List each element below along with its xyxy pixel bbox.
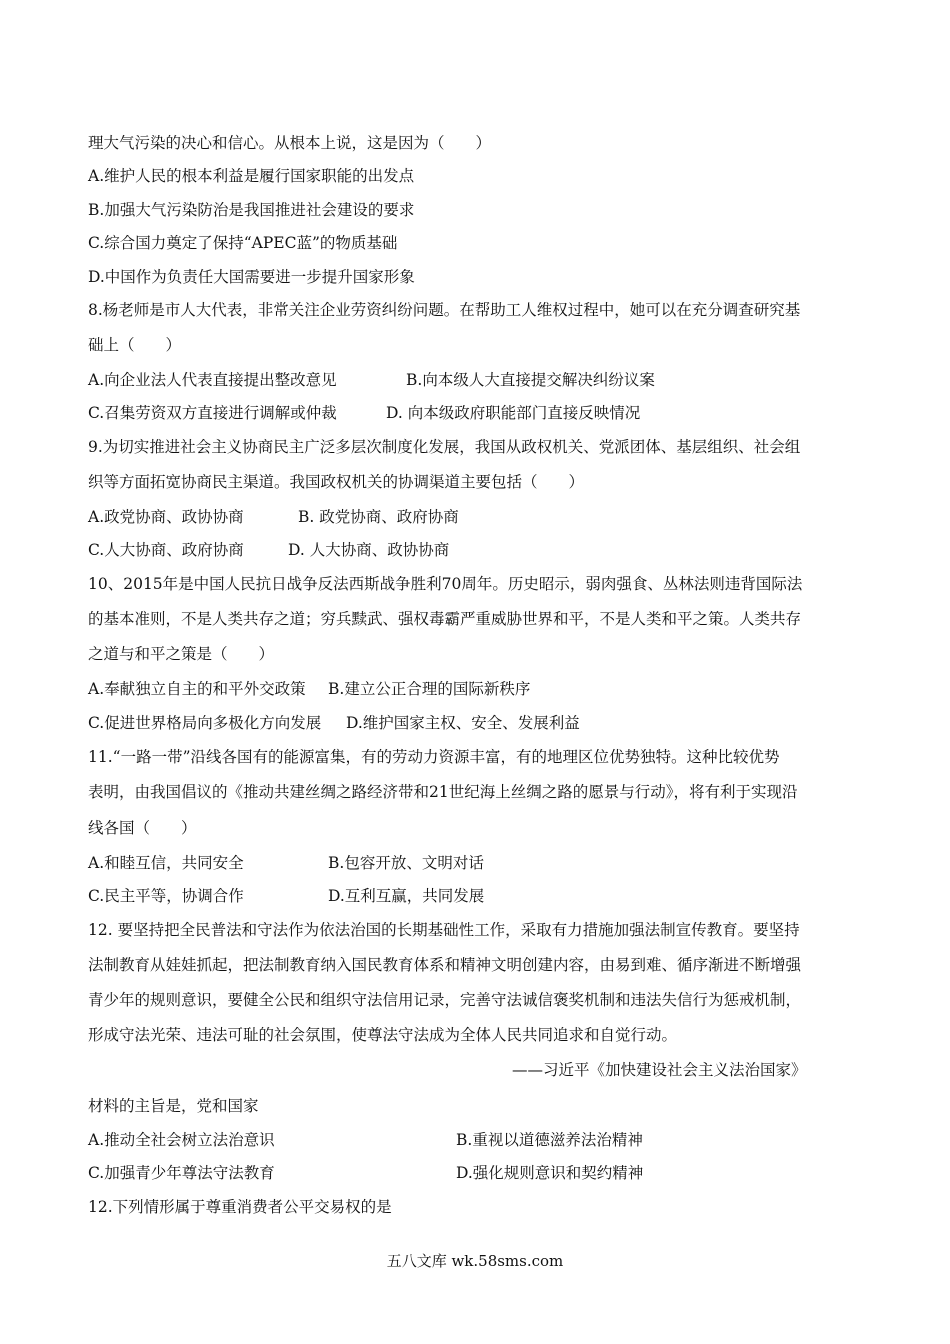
- q12-paragraph-line-4: 形成守法光荣、违法可耻的社会氛围，使尊法守法成为全体人民共同追求和自觉行动。: [88, 1026, 678, 1044]
- q9-options-row-2: [88, 538, 449, 560]
- q11-option-d: D.互利互赢，共同发展: [328, 887, 485, 905]
- q10-option-c: C.促进世界格局向多极化方向发展: [88, 714, 322, 732]
- footer-source: 五八文库 wk.58sms.com: [386, 1252, 564, 1270]
- q10-stem-line-1: 10、2015年是中国人民抗日战争反法西斯战争胜利70周年。历史昭示，弱肉强食、丛林法则违背国际法: [88, 575, 803, 593]
- q10-option-d: D.维护国家主权、安全、发展利益: [346, 714, 580, 732]
- q8-option-b: B.向本级人大直接提交解决纠纷议案: [406, 371, 655, 389]
- q11-option-c: C.民主平等，协调合作: [88, 887, 244, 905]
- q12-option-d: D.强化规则意识和契约精神: [456, 1164, 644, 1182]
- q11-stem-line-1: 11.“一路一带”沿线各国有的能源富集，有的劳动力资源丰富，有的地理区位优势独特。这种比较优势: [88, 748, 780, 766]
- q12-paragraph-line-1: 12. 要坚持把全民普法和守法作为依法治国的长期基础性工作，采取有力措施加强法制宣传教育。要坚持: [88, 921, 800, 939]
- q12-paragraph-line-3: 青少年的规则意识，要健全公民和组织守法信用记录，完善守法诚信褒奖机制和违法失信行为惩戒机制，: [88, 991, 802, 1009]
- q11-options-row-1: [88, 851, 484, 873]
- q12-question: 材料的主旨是，党和国家: [88, 1097, 259, 1115]
- q11-options-row-2: [88, 884, 484, 906]
- q8-option-a: A.向企业法人代表直接提出整改意见: [88, 371, 337, 389]
- q11-stem-line-2: 表明，由我国倡议的《推动共建丝绸之路经济带和21世纪海上丝绸之路的愿景与行动》，将有利于实现沿: [88, 783, 798, 801]
- q12-options-row-2: [88, 1161, 643, 1183]
- q12-options-row-1: [88, 1128, 643, 1150]
- q9-option-b: B. 政党协商、政府协商: [298, 508, 459, 526]
- q12b-stem: 12.下列情形属于尊重消费者公平交易权的是: [88, 1198, 392, 1216]
- q8-stem-line-1: 8.杨老师是市人大代表，非常关注企业劳资纠纷问题。在帮助工人维权过程中，她可以在充分调查研究基: [88, 301, 801, 319]
- q12-option-c: C.加强青少年尊法守法教育: [88, 1164, 275, 1182]
- q12-source-citation: ——习近平《加快建设社会主义法治国家》: [512, 1061, 807, 1079]
- q10-option-b: B.建立公正合理的国际新秩序: [328, 680, 531, 698]
- q8-options-row-1: [88, 368, 655, 390]
- q11-option-a: A.和睦互信，共同安全: [88, 854, 244, 872]
- q8-options-row-2: [88, 401, 640, 423]
- q10-option-a: A.奉献独立自主的和平外交政策: [88, 680, 306, 698]
- q9-option-d: D. 人大协商、政协协商: [288, 541, 450, 559]
- q10-options-row-2: [88, 711, 580, 733]
- q11-option-b: B.包容开放、文明对话: [328, 854, 484, 872]
- q8-option-d: D. 向本级政府职能部门直接反映情况: [386, 404, 641, 422]
- q7-option-a: A.维护人民的根本利益是履行国家职能的出发点: [88, 167, 415, 185]
- q7-option-c: C.综合国力奠定了保持“APEC蓝”的物质基础: [88, 234, 398, 252]
- q12-paragraph-line-2: 法制教育从娃娃抓起，把法制教育纳入国民教育体系和精神文明创建内容，由易到难、循序渐进不断增强: [88, 956, 802, 974]
- q7-stem-tail: 理大气污染的决心和信心。从根本上说，这是因为（ ）: [88, 134, 492, 152]
- q9-option-c: C.人大协商、政府协商: [88, 541, 244, 559]
- q9-stem-line-1: 9.为切实推进社会主义协商民主广泛多层次制度化发展，我国从政权机关、党派团体、基层组织、社会组: [88, 438, 801, 456]
- q7-option-d: D.中国作为负责任大国需要进一步提升国家形象: [88, 268, 415, 286]
- q10-options-row-1: [88, 677, 530, 699]
- q8-option-c: C.召集劳资双方直接进行调解或仲裁: [88, 404, 337, 422]
- q8-stem-line-2: 础上（ ）: [88, 336, 182, 354]
- q9-stem-line-2: 织等方面拓宽协商民主渠道。我国政权机关的协调渠道主要包括（ ）: [88, 473, 585, 491]
- q10-stem-line-3: 之道与和平之策是（ ）: [88, 645, 275, 663]
- q10-stem-line-2: 的基本准则，不是人类共存之道；穷兵黩武、强权毒霸严重威胁世界和平，不是人类和平之策。人类共存: [88, 610, 802, 628]
- q11-stem-line-3: 线各国（ ）: [88, 819, 197, 837]
- q9-option-a: A.政党协商、政协协商: [88, 508, 244, 526]
- q7-option-b: B.加强大气污染防治是我国推进社会建设的要求: [88, 201, 415, 219]
- q12-option-a: A.推动全社会树立法治意识: [88, 1131, 275, 1149]
- q12-option-b: B.重视以道德滋养法治精神: [456, 1131, 643, 1149]
- q9-options-row-1: [88, 505, 459, 527]
